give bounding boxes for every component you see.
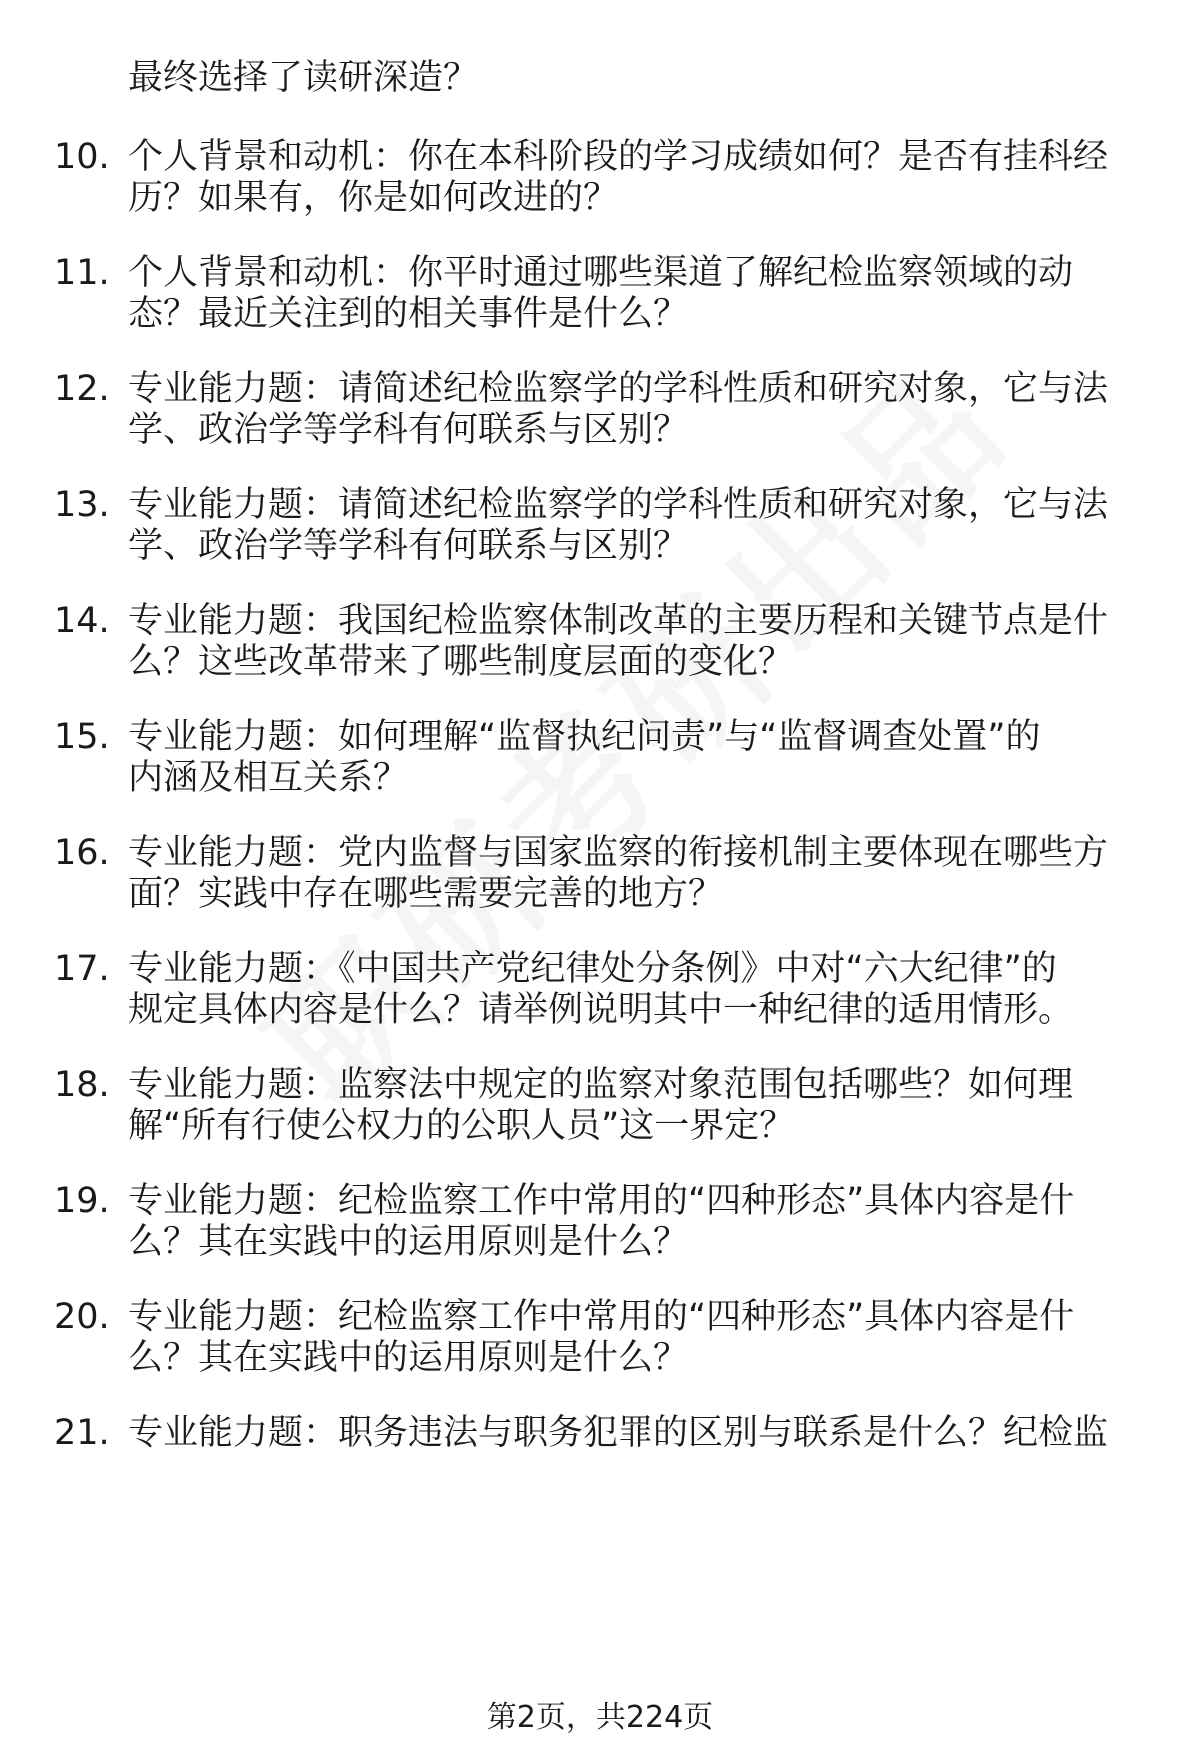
- question-line: 解“所有行使公权力的公职人员”这一界定？: [128, 1106, 795, 1146]
- page-footer: 第2页，共224页: [486, 1700, 714, 1735]
- question-number: 20.: [54, 1297, 110, 1337]
- question-line: 个人背景和动机：你在本科阶段的学习成绩如何？是否有挂科经: [128, 137, 1109, 177]
- question-line: 态？最近关注到的相关事件是什么？: [128, 294, 689, 334]
- question-number: 10.: [54, 137, 110, 177]
- question-line: 专业能力题：纪检监察工作中常用的“四种形态”具体内容是什: [128, 1181, 1075, 1221]
- question-line: 专业能力题：职务违法与职务犯罪的区别与联系是什么？纪检监: [128, 1413, 1109, 1453]
- question-line: 么？其在实践中的运用原则是什么？: [128, 1222, 689, 1262]
- question-line: 专业能力题：监察法中规定的监察对象范围包括哪些？如何理: [128, 1065, 1074, 1105]
- question-line: 么？这些改革带来了哪些制度层面的变化？: [128, 642, 794, 682]
- question-number: 19.: [54, 1181, 110, 1221]
- question-line: 内涵及相互关系？: [128, 758, 409, 798]
- question-number: 13.: [54, 485, 110, 525]
- question-line: 专业能力题：请简述纪检监察学的学科性质和研究对象，它与法: [128, 485, 1109, 525]
- question-line: 历？如果有，你是如何改进的？: [128, 178, 619, 218]
- question-line: 专业能力题：如何理解“监督执纪问责”与“监督调查处置”的: [128, 717, 1041, 757]
- question-number: 14.: [54, 601, 110, 641]
- continuation-line: 最终选择了读研深造？: [128, 58, 479, 98]
- question-line: 个人背景和动机：你平时通过哪些渠道了解纪检监察领域的动: [128, 253, 1074, 293]
- question-line: 专业能力题：纪检监察工作中常用的“四种形态”具体内容是什: [128, 1297, 1075, 1337]
- question-line: 学、政治学等学科有何联系与区别？: [128, 526, 689, 566]
- question-number: 16.: [54, 833, 110, 873]
- question-line: 么？其在实践中的运用原则是什么？: [128, 1338, 689, 1378]
- question-number: 15.: [54, 717, 110, 757]
- question-line: 规定具体内容是什么？请举例说明其中一种纪律的适用情形。: [128, 990, 1074, 1030]
- question-number: 12.: [54, 369, 110, 409]
- question-number: 18.: [54, 1065, 110, 1105]
- question-line: 面？实践中存在哪些需要完善的地方？: [128, 874, 724, 914]
- question-line: 专业能力题：请简述纪检监察学的学科性质和研究对象，它与法: [128, 369, 1109, 409]
- question-line: 学、政治学等学科有何联系与区别？: [128, 410, 689, 450]
- question-number: 21.: [54, 1413, 110, 1453]
- question-line: 专业能力题：党内监督与国家监察的衔接机制主要体现在哪些方: [128, 833, 1109, 873]
- question-line: 专业能力题：《中国共产党纪律处分条例》中对“六大纪律”的: [128, 949, 1057, 989]
- question-line: 专业能力题：我国纪检监察体制改革的主要历程和关键节点是什: [128, 601, 1109, 641]
- question-number: 11.: [54, 253, 110, 293]
- question-number: 17.: [54, 949, 110, 989]
